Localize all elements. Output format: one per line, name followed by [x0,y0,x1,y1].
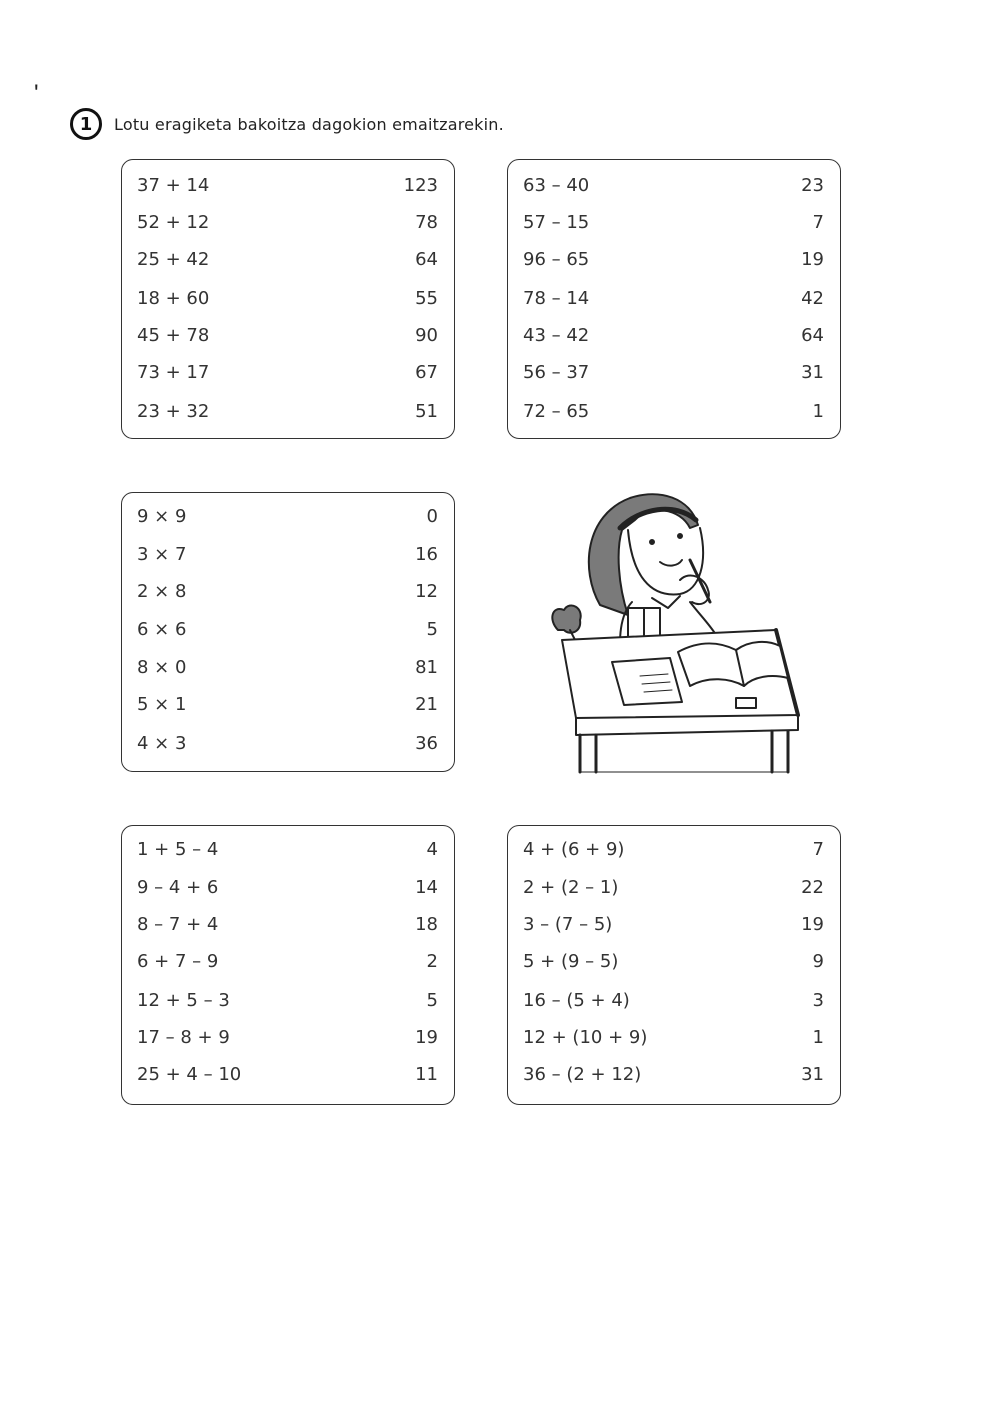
operation[interactable]: 16 – (5 + 4) [523,990,630,1011]
operation[interactable]: 12 + 5 – 3 [137,990,230,1011]
exercise-row [137,839,438,860]
exercise-row [137,694,438,715]
exercise-row [137,288,438,309]
result[interactable]: 5 [426,619,438,640]
exercise-row [137,506,438,527]
operation[interactable]: 52 + 12 [137,212,210,233]
result[interactable]: 0 [426,506,438,527]
exercise-row [137,733,438,754]
result[interactable]: 9 [812,951,824,972]
exercise-row [137,1064,438,1085]
result[interactable]: 18 [415,914,438,935]
exercise-row [137,657,438,678]
exercise-row [523,362,824,383]
exercise-row [523,990,824,1011]
exercise-instruction: Lotu eragiketa bakoitza dagokion emaitzarekin. [114,114,504,134]
operation[interactable]: 4 × 3 [137,733,187,754]
operation[interactable]: 5 × 1 [137,694,187,715]
exercise-row [137,544,438,565]
operation[interactable]: 45 + 78 [137,325,210,346]
operation[interactable]: 3 × 7 [137,544,187,565]
operation[interactable]: 43 – 42 [523,325,590,346]
exercise-row [137,175,438,196]
result[interactable]: 51 [415,401,438,422]
operation[interactable]: 63 – 40 [523,175,590,196]
operation[interactable]: 2 × 8 [137,581,187,602]
result[interactable]: 21 [415,694,438,715]
operation[interactable]: 6 + 7 – 9 [137,951,219,972]
result[interactable]: 7 [812,212,824,233]
operation[interactable]: 73 + 17 [137,362,210,383]
result[interactable]: 2 [426,951,438,972]
result[interactable]: 64 [801,325,824,346]
operation[interactable]: 8 – 7 + 4 [137,914,219,935]
result[interactable]: 78 [415,212,438,233]
result[interactable]: 19 [801,249,824,270]
result[interactable]: 64 [415,249,438,270]
result[interactable]: 81 [415,657,438,678]
exercise-row [523,914,824,935]
result[interactable]: 22 [801,877,824,898]
result[interactable]: 3 [812,990,824,1011]
result[interactable]: 19 [801,914,824,935]
operation[interactable]: 25 + 4 – 10 [137,1064,242,1085]
exercise-row [137,325,438,346]
result[interactable]: 67 [415,362,438,383]
addition-box [121,159,455,439]
operation[interactable]: 5 + (9 – 5) [523,951,619,972]
operation[interactable]: 96 – 65 [523,249,590,270]
operation[interactable]: 78 – 14 [523,288,590,309]
exercise-row [137,362,438,383]
result[interactable]: 23 [801,175,824,196]
result[interactable]: 42 [801,288,824,309]
operation[interactable]: 12 + (10 + 9) [523,1027,648,1048]
operation[interactable]: 23 + 32 [137,401,210,422]
exercise-row [137,1027,438,1048]
exercise-row [137,914,438,935]
result[interactable]: 123 [403,175,438,196]
operation[interactable]: 25 + 42 [137,249,210,270]
result[interactable]: 1 [812,1027,824,1048]
result[interactable]: 4 [426,839,438,860]
operation[interactable]: 57 – 15 [523,212,590,233]
operation[interactable]: 18 + 60 [137,288,210,309]
operation[interactable]: 6 × 6 [137,619,187,640]
result[interactable]: 90 [415,325,438,346]
result[interactable]: 12 [415,581,438,602]
operation[interactable]: 1 + 5 – 4 [137,839,219,860]
result[interactable]: 14 [415,877,438,898]
exercise-row [137,951,438,972]
result[interactable]: 1 [812,401,824,422]
operation[interactable]: 8 × 0 [137,657,187,678]
exercise-row [137,581,438,602]
subtraction-box [507,159,841,439]
result[interactable]: 19 [415,1027,438,1048]
exercise-number-badge: 1 [70,108,102,140]
multiplication-box [121,492,455,772]
exercise-header [70,108,504,140]
result[interactable]: 11 [415,1064,438,1085]
operation[interactable]: 37 + 14 [137,175,210,196]
exercise-row [523,1027,824,1048]
exercise-row [137,877,438,898]
exercise-row [523,325,824,346]
result[interactable]: 31 [801,362,824,383]
exercise-row [137,619,438,640]
operation[interactable]: 56 – 37 [523,362,590,383]
operation[interactable]: 2 + (2 – 1) [523,877,619,898]
result[interactable]: 7 [812,839,824,860]
result[interactable]: 16 [415,544,438,565]
exercise-row [137,212,438,233]
exercise-row [523,249,824,270]
exercise-row [523,839,824,860]
girl-studying-illustration [540,490,810,775]
result[interactable]: 5 [426,990,438,1011]
stray-mark: ' [34,80,39,107]
exercise-row [137,990,438,1011]
result[interactable]: 55 [415,288,438,309]
exercise-row [523,951,824,972]
operation[interactable]: 36 – (2 + 12) [523,1064,642,1085]
exercise-row [137,249,438,270]
operation[interactable]: 72 – 65 [523,401,590,422]
mixed-operations-box [121,825,455,1105]
operation[interactable]: 3 – (7 – 5) [523,914,613,935]
parentheses-operations-box [507,825,841,1105]
exercise-row [523,877,824,898]
result[interactable]: 31 [801,1064,824,1085]
exercise-row [523,401,824,422]
operation[interactable]: 9 – 4 + 6 [137,877,219,898]
exercise-row [523,212,824,233]
exercise-row [523,288,824,309]
exercise-row [137,401,438,422]
operation[interactable]: 4 + (6 + 9) [523,839,625,860]
result[interactable]: 36 [415,733,438,754]
exercise-row [523,1064,824,1085]
operation[interactable]: 17 – 8 + 9 [137,1027,230,1048]
operation[interactable]: 9 × 9 [137,506,187,527]
exercise-row [523,175,824,196]
